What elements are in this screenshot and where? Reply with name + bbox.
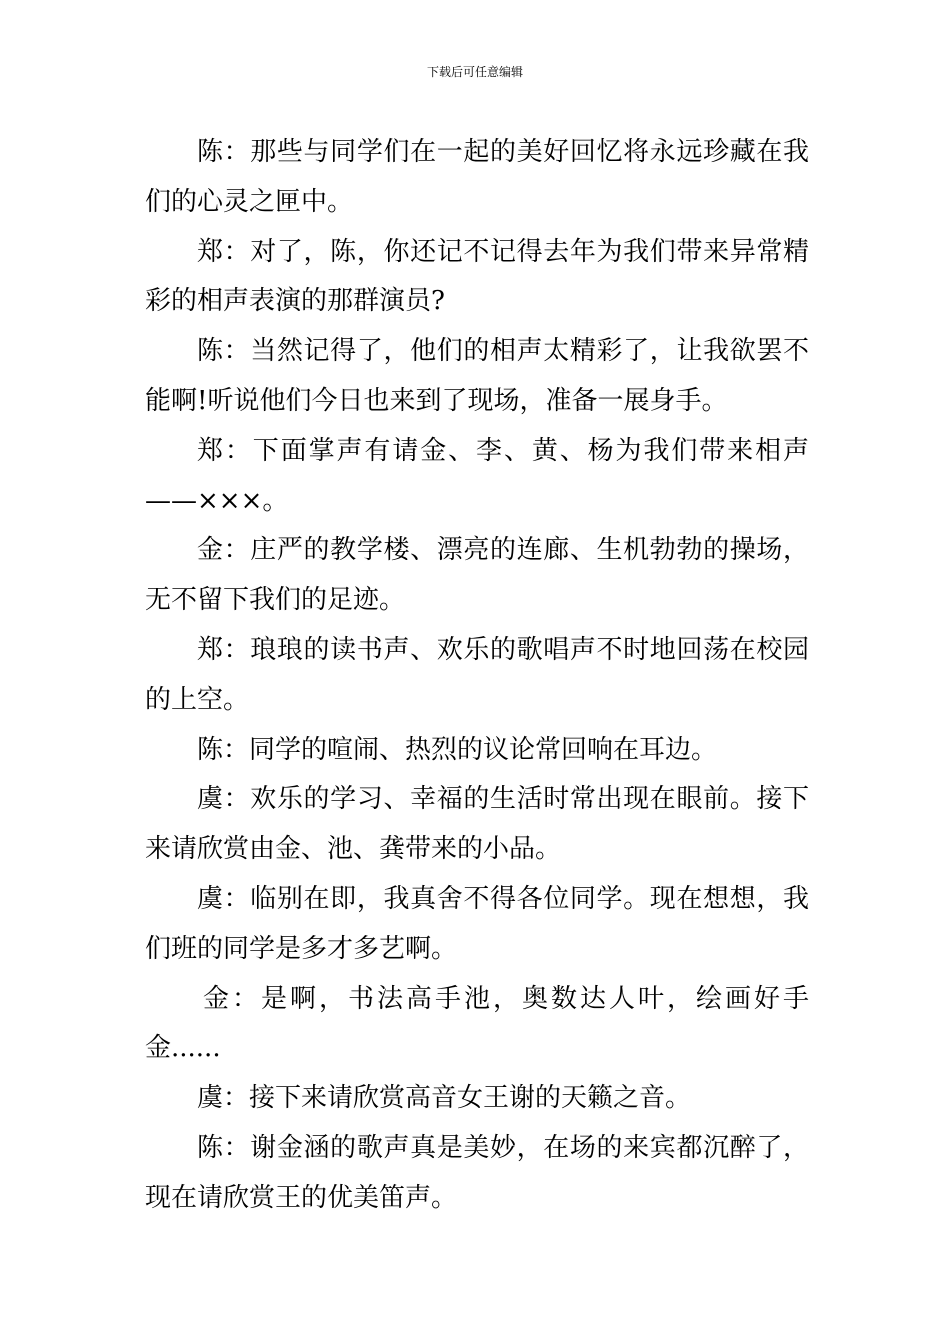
- paragraph: 陈：谢金涵的歌声真是美妙，在场的来宾都沉醉了，现在请欣赏王的优美笛声。: [145, 1132, 809, 1213]
- paragraph: 郑：琅琅的读书声、欢乐的歌唱声不时地回荡在校园的上空。: [145, 634, 809, 715]
- paragraph: 虞：接下来请欣赏高音女王谢的天籁之音。: [197, 1083, 692, 1114]
- paragraph: 郑：下面掌声有请金、李、黄、杨为我们带来相声——×××。: [145, 435, 809, 516]
- paragraph: 金：是啊，书法高手池，奥数达人叶，绘画好手金......: [145, 983, 809, 1064]
- paragraph: 虞：临别在即，我真舍不得各位同学。现在想想，我们班的同学是多才多艺啊。: [145, 883, 809, 964]
- document-body: [145, 128, 809, 1224]
- paragraph: 虞：欢乐的学习、幸福的生活时常出现在眼前。接下来请欣赏由金、池、龚带来的小品。: [145, 784, 809, 865]
- paragraph: 陈：同学的喧闹、热烈的议论常回响在耳边。: [197, 734, 718, 765]
- page-header: 下载后可任意编辑: [426, 65, 523, 79]
- paragraph: 金：庄严的教学楼、漂亮的连廊、生机勃勃的操场，无不留下我们的足迹。: [145, 535, 809, 616]
- paragraph: 郑：对了，陈，你还记不记得去年为我们带来异常精彩的相声表演的那群演员?: [145, 236, 809, 317]
- paragraph: 陈：当然记得了，他们的相声太精彩了，让我欲罢不能啊!听说他们今日也来到了现场，准备一展身手。: [145, 336, 809, 416]
- paragraph: 陈：那些与同学们在一起的美好回忆将永远珍藏在我们的心灵之匣中。: [145, 137, 809, 217]
